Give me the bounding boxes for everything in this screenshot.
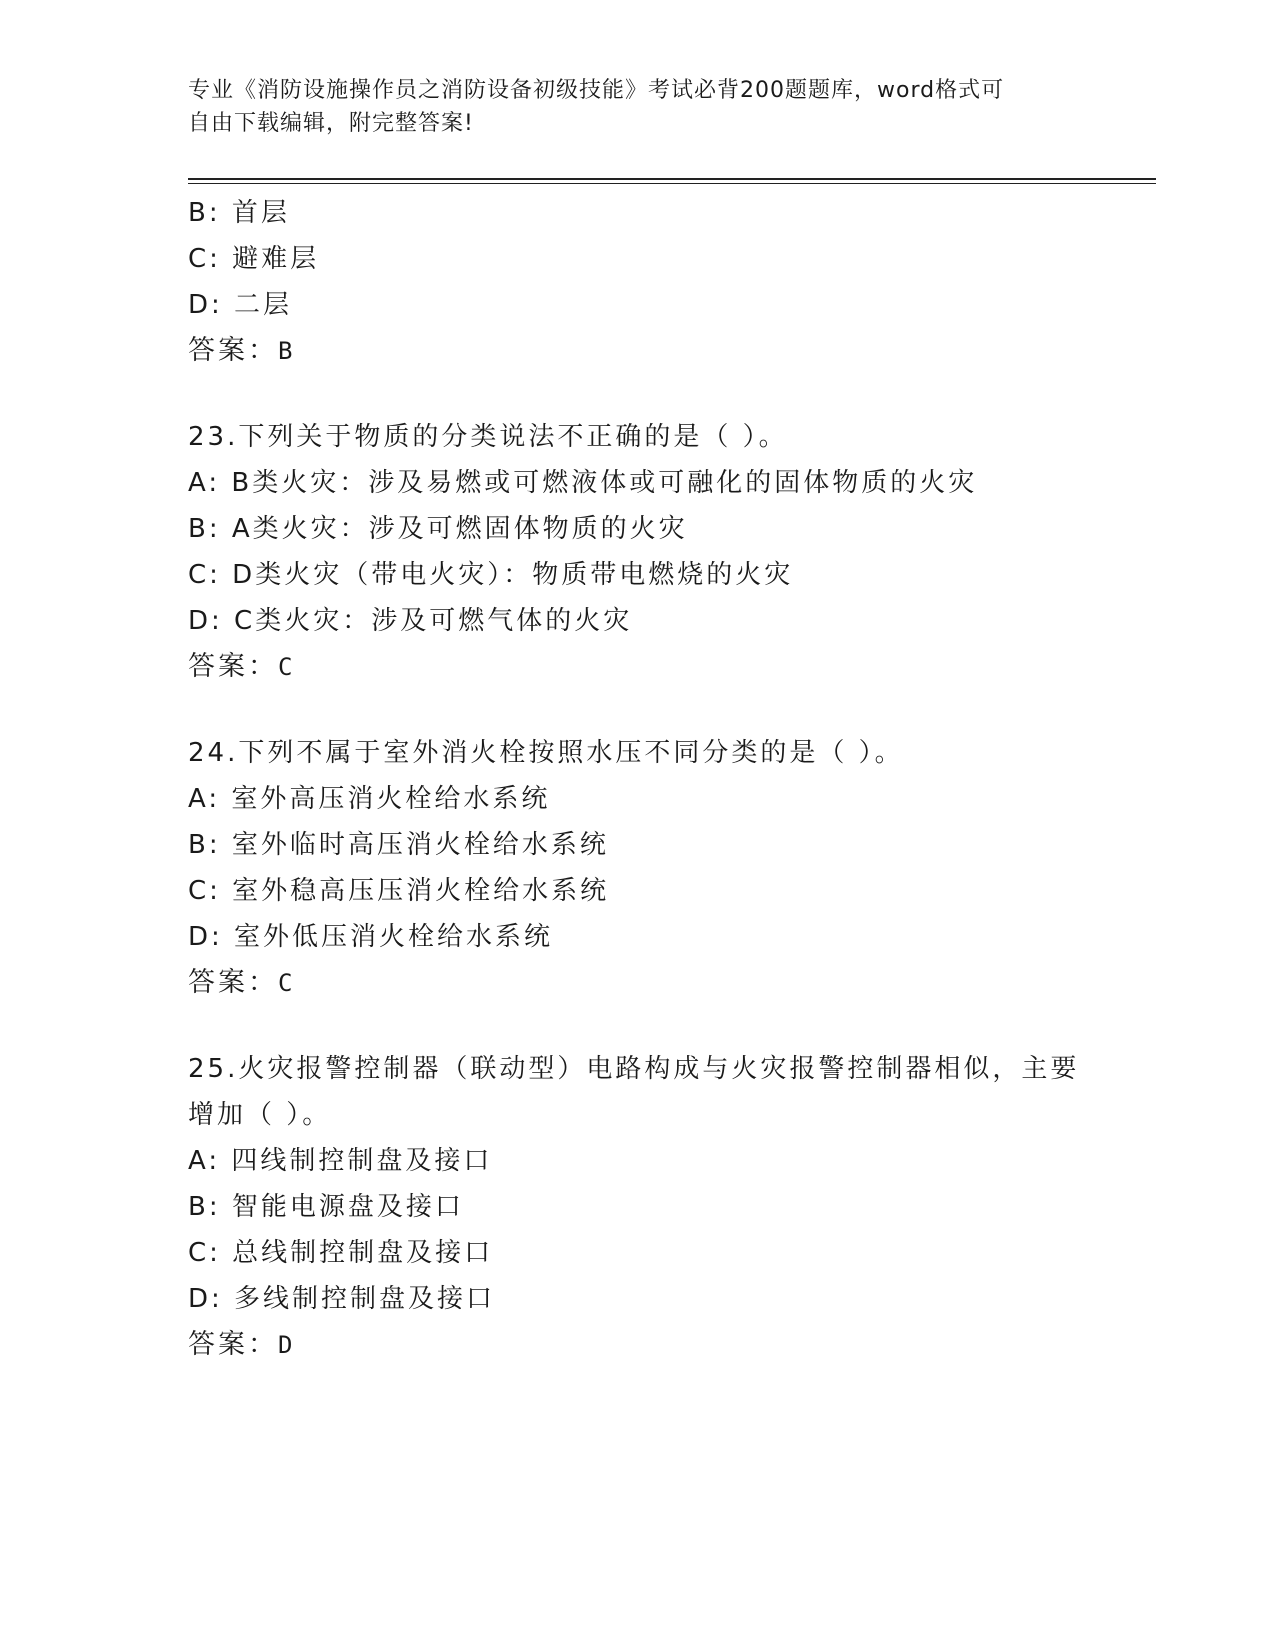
question-stem-line-1: 25.火灾报警控制器（联动型）电路构成与火灾报警控制器相似，主要 — [188, 1054, 1080, 1084]
answer-value: C — [278, 969, 296, 997]
option-d: D: 二层 — [188, 290, 293, 320]
answer-value: D — [278, 1331, 296, 1359]
answer-line — [188, 328, 1148, 374]
option-d: D: 多线制控制盘及接口 — [188, 1284, 496, 1314]
answer-line — [188, 960, 1148, 1006]
answer-label: 答案： — [188, 967, 278, 998]
option-d: D: 室外低压消火栓给水系统 — [188, 922, 554, 952]
answer-line — [188, 644, 1148, 690]
option-a: A: 室外高压消火栓给水系统 — [188, 784, 551, 814]
option-b: B: 智能电源盘及接口 — [188, 1192, 464, 1222]
question-block-25 — [188, 1046, 1148, 1368]
question-block-24 — [188, 730, 1148, 1006]
option-c: C: 总线制控制盘及接口 — [188, 1238, 494, 1268]
header-rule-thin — [188, 183, 1156, 184]
option-b: B: 室外临时高压消火栓给水系统 — [188, 830, 609, 860]
header-rule-thick — [188, 178, 1156, 180]
option-c: C: 避难层 — [188, 244, 320, 274]
answer-value: B — [278, 337, 296, 365]
question-stem-line-2: 增加（ ）。 — [188, 1100, 332, 1130]
answer-label: 答案： — [188, 335, 278, 366]
answer-line — [188, 1322, 1148, 1368]
answer-label: 答案： — [188, 1329, 278, 1360]
question-list — [188, 190, 1148, 1368]
option-b: B: 首层 — [188, 198, 290, 228]
option-a: A: B类火灾：涉及易燃或可燃液体或可融化的固体物质的火灾 — [188, 468, 978, 498]
answer-label: 答案： — [188, 651, 278, 682]
header-line-2: 自由下载编辑，附完整答案! — [188, 111, 474, 136]
question-block-23 — [188, 414, 1148, 690]
question-stem: 23.下列关于物质的分类说法不正确的是（ ）。 — [188, 422, 788, 452]
option-c: C: D类火灾（带电火灾）：物质带电燃烧的火灾 — [188, 560, 794, 590]
option-a: A: 四线制控制盘及接口 — [188, 1146, 493, 1176]
option-c: C: 室外稳高压压消火栓给水系统 — [188, 876, 610, 906]
answer-value: C — [278, 653, 296, 681]
question-stem: 24.下列不属于室外消火栓按照水压不同分类的是（ ）。 — [188, 738, 904, 768]
option-b: B: A类火灾：涉及可燃固体物质的火灾 — [188, 514, 688, 544]
question-block-prev — [188, 190, 1148, 374]
document-header — [188, 74, 1088, 140]
option-d: D: C类火灾：涉及可燃气体的火灾 — [188, 606, 633, 636]
header-line-1: 专业《消防设施操作员之消防设备初级技能》考试必背200题题库，word格式可 — [188, 78, 1005, 103]
